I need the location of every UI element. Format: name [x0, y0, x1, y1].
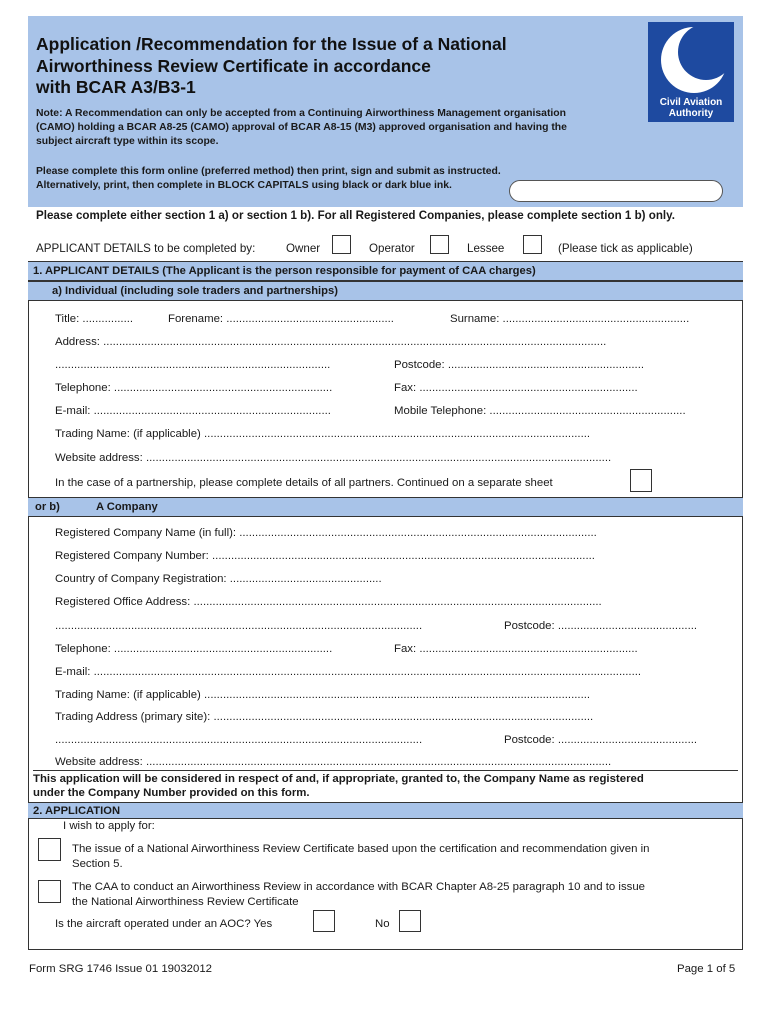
- lessee-label: Lessee: [467, 242, 505, 255]
- notice-line: under the Company Number provided on this form.: [33, 787, 310, 799]
- company-trading-name-field[interactable]: Trading Name: (if applicable) ..........................................................................................................................: [55, 689, 591, 701]
- partnership-note: In the case of a partnership, please complete details of all partners. Continued on a separate sheet: [55, 477, 553, 489]
- telephone-field[interactable]: Telephone: .....................................................................: [55, 382, 333, 394]
- option2-checkbox[interactable]: [38, 880, 61, 903]
- trading-postcode-field[interactable]: Postcode: ............................................: [504, 734, 698, 746]
- postcode-field[interactable]: Postcode: ..............................................................: [394, 359, 645, 371]
- registration-notice: [33, 770, 738, 800]
- note-line: subject aircraft type within its scope.: [36, 136, 219, 147]
- section1b-prefix: or b): [35, 501, 60, 513]
- country-field[interactable]: Country of Company Registration: ................................................: [55, 573, 382, 585]
- tick-hint: (Please tick as applicable): [558, 242, 693, 255]
- aoc-no-label: No: [375, 918, 390, 930]
- applicant-type-label: APPLICANT DETAILS to be completed by:: [36, 242, 256, 255]
- aoc-no-checkbox[interactable]: [399, 910, 421, 932]
- instruction-line: Please complete this form online (preferred method) then print, sign and submit as instructed.: [36, 166, 501, 177]
- section1b-heading: A Company: [96, 501, 158, 513]
- logo-text: Civil Aviation: [659, 97, 723, 108]
- company-postcode-field[interactable]: Postcode: ............................................: [504, 620, 698, 632]
- note-line: (CAMO) holding a BCAR A8-25 (CAMO) approval of BCAR A8-15 (M3) approved organisation and having the: [36, 122, 567, 133]
- notice-line: This application will be considered in respect of and, if appropriate, granted to, the Company Name as registered: [33, 773, 644, 785]
- instructions: [36, 165, 556, 193]
- page-number: Page 1 of 5: [677, 963, 736, 975]
- partnership-checkbox[interactable]: [630, 469, 652, 492]
- section1a-heading: a) Individual (including sole traders and partnerships): [52, 285, 338, 297]
- note-line: Note: A Recommendation can only be accepted from a Continuing Airworthiness Management organisation: [36, 108, 566, 119]
- office-address-field[interactable]: Registered Office Address: .................................................................................................................................: [55, 596, 602, 608]
- company-name-field[interactable]: Registered Company Name (in full): .................................................................................................................: [55, 527, 597, 539]
- section1-heading-bar: [28, 261, 743, 281]
- company-fax-field[interactable]: Fax: .....................................................................: [394, 643, 638, 655]
- surname-field[interactable]: Surname: ...........................................................: [450, 313, 690, 325]
- option1-line: The issue of a National Airworthiness Review Certificate based upon the certification and recommendation given in: [72, 843, 650, 855]
- option1-checkbox[interactable]: [38, 838, 61, 861]
- trading-name-field[interactable]: Trading Name: (if applicable) ..........................................................................................................................: [55, 428, 591, 440]
- option1-line: Section 5.: [72, 857, 123, 870]
- owner-label: Owner: [286, 242, 321, 255]
- lessee-checkbox[interactable]: [523, 235, 542, 254]
- section-instruction: Please complete either section 1 a) or section 1 b). For all Registered Companies, please complete section 1 b) only.: [36, 209, 675, 222]
- company-telephone-field[interactable]: Telephone: .....................................................................: [55, 643, 333, 655]
- email-field[interactable]: E-mail: ...........................................................................: [55, 405, 331, 417]
- option2-line: The CAA to conduct an Airworthiness Review in accordance with BCAR Chapter A8-25 paragraph 10 and to issue: [72, 881, 646, 893]
- reference-input[interactable]: [509, 180, 723, 202]
- address-line2-field[interactable]: .......................................................................................: [55, 359, 331, 371]
- operator-label: Operator: [369, 242, 415, 255]
- address-field[interactable]: Address: ...............................................................................................................................................................: [55, 336, 607, 348]
- trading-address-field[interactable]: Trading Address (primary site): ........................................................................................................................: [55, 711, 594, 723]
- fax-field[interactable]: Fax: .....................................................................: [394, 382, 638, 394]
- option2-text: [72, 880, 645, 909]
- form-title: [36, 34, 596, 99]
- forename-field[interactable]: Forename: .....................................................: [168, 313, 394, 325]
- company-number-field[interactable]: Registered Company Number: .........................................................................................................................: [55, 550, 595, 562]
- mobile-field[interactable]: Mobile Telephone: ..............................................................: [394, 405, 686, 417]
- owner-checkbox[interactable]: [332, 235, 351, 254]
- title-line: Application /Recommendation for the Issue of a National: [36, 34, 507, 54]
- title-field[interactable]: Title: ................: [55, 313, 134, 325]
- form-reference: Form SRG 1746 Issue 01 19032012: [29, 963, 212, 975]
- aoc-yes-checkbox[interactable]: [313, 910, 335, 932]
- option1-text: [72, 842, 649, 871]
- apply-intro: I wish to apply for:: [63, 820, 155, 832]
- office-address-line2-field[interactable]: ....................................................................................................................: [55, 620, 423, 632]
- aoc-question: Is the aircraft operated under an AOC? Yes: [55, 918, 273, 930]
- section1-heading: 1. APPLICANT DETAILS (The Applicant is the person responsible for payment of CAA charges): [33, 265, 536, 277]
- title-line: with BCAR A3/B3-1: [36, 77, 196, 97]
- section2-heading: 2. APPLICATION: [33, 805, 121, 817]
- section1b-heading-bar: [28, 497, 743, 517]
- caa-logo: [648, 22, 734, 122]
- trading-address-line2-field[interactable]: ....................................................................................................................: [55, 734, 423, 746]
- applicant-type-row: [0, 235, 770, 259]
- operator-checkbox[interactable]: [430, 235, 449, 254]
- company-website-field[interactable]: Website address: ...................................................................................................................................................: [55, 756, 612, 768]
- instruction-line: Alternatively, print, then complete in BLOCK CAPITALS using black or dark blue ink.: [36, 180, 452, 191]
- option2-line: the National Airworthiness Review Certificate: [72, 895, 299, 908]
- camo-note: [36, 107, 641, 149]
- section1a-heading-bar: [28, 281, 743, 301]
- logo-text: Authority: [668, 108, 714, 119]
- title-line: Airworthiness Review Certificate in accordance: [36, 55, 431, 76]
- company-email-field[interactable]: E-mail: .............................................................................................................................................................................: [55, 666, 642, 678]
- website-field[interactable]: Website address: ...................................................................................................................................................: [55, 452, 612, 464]
- section2-heading-bar: [28, 802, 743, 819]
